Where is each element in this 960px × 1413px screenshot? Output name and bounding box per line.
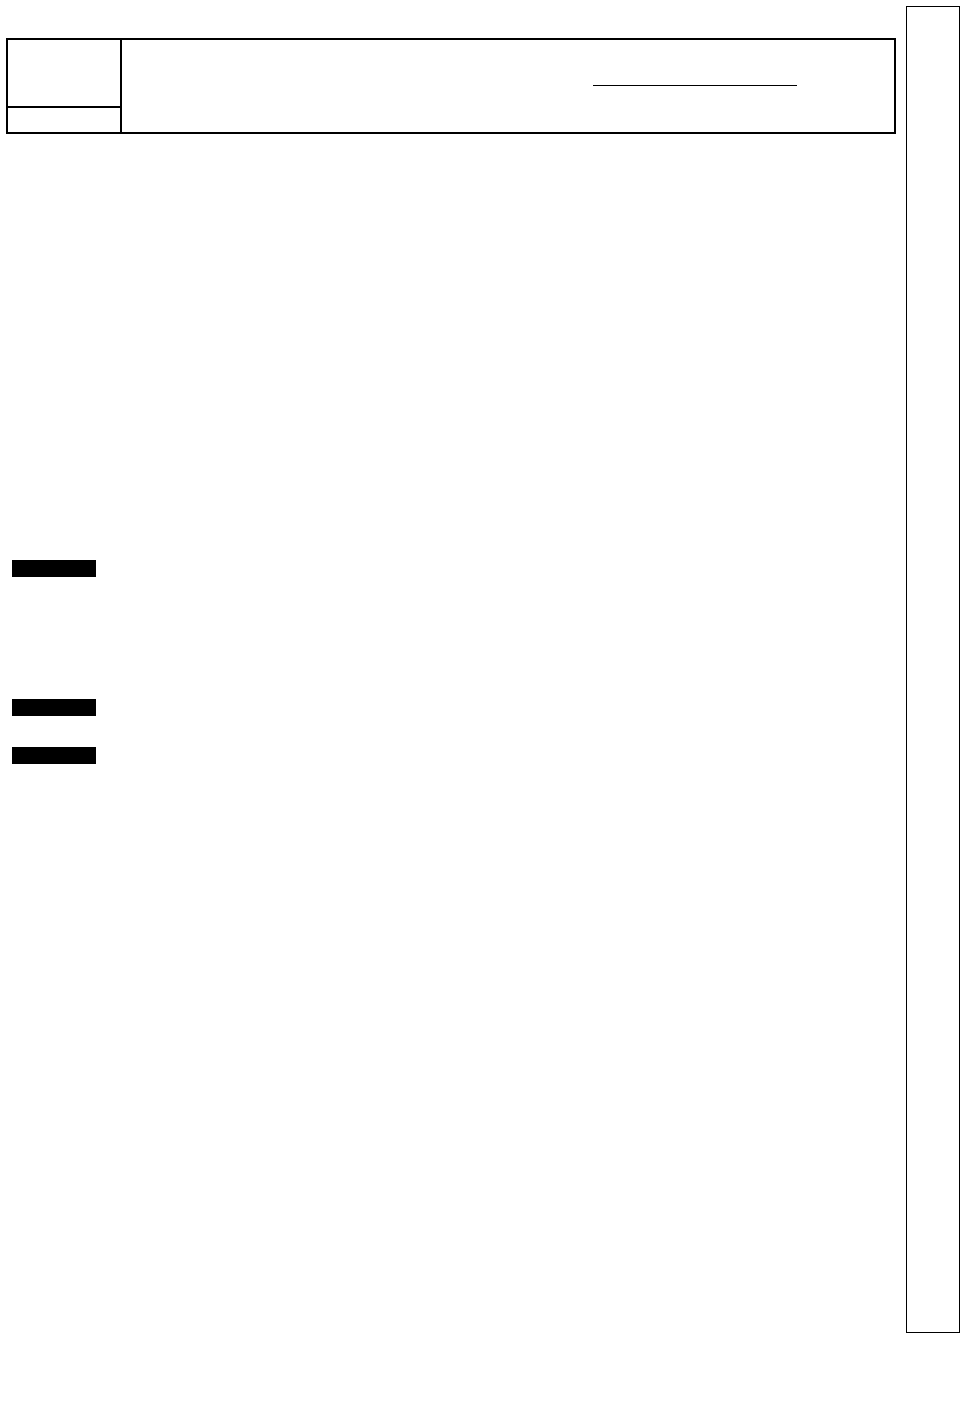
header-heavy-duty: [593, 85, 797, 107]
header-min-res: [797, 39, 895, 107]
header-fuse: [259, 39, 363, 107]
header-max-out: [697, 39, 797, 85]
header-typical: [363, 39, 487, 107]
header-typ: [7, 39, 121, 107]
header-max-input: [487, 39, 593, 107]
header-rated-out: [593, 39, 697, 85]
note-label-1: [12, 560, 96, 577]
note-label-2: [12, 699, 96, 716]
ratings-table: [6, 38, 896, 134]
units-row: [7, 107, 895, 133]
chapter-sidebar: [906, 6, 960, 1333]
header-power: [121, 39, 259, 107]
note-label-3: [12, 747, 96, 764]
unit-cell-empty: [7, 107, 121, 133]
